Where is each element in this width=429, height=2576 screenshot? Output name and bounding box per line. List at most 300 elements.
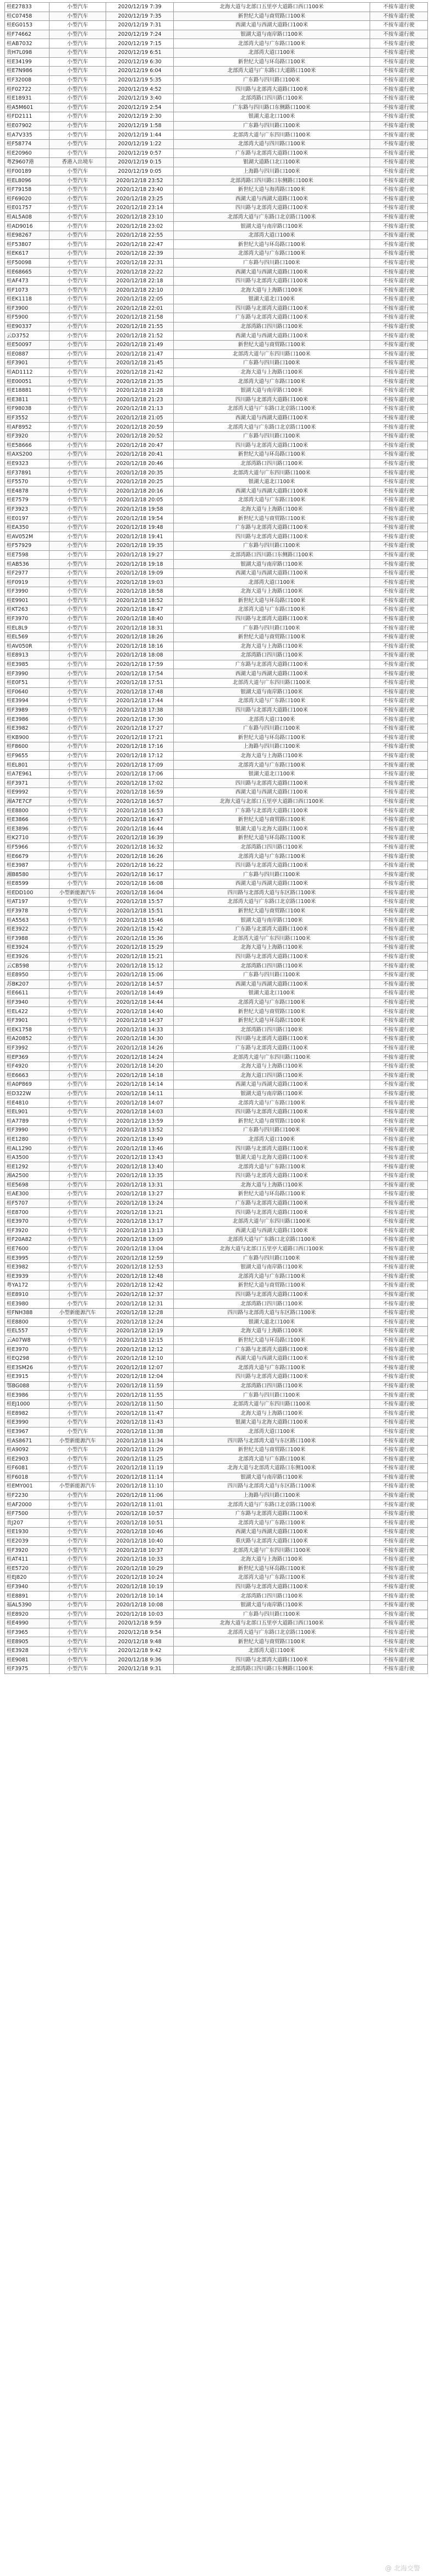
table-row bbox=[5, 1162, 428, 1172]
time-cell: 2020/12/18 16:39 bbox=[106, 834, 174, 843]
table-row bbox=[5, 258, 428, 267]
table-row bbox=[5, 870, 428, 879]
plate-cell: 桂E8599 bbox=[5, 879, 50, 889]
plate-cell: 桂F3992 bbox=[5, 1043, 50, 1053]
plate-cell: 桂E3924 bbox=[5, 943, 50, 953]
plate-cell: 桂E8950 bbox=[5, 970, 50, 980]
violation-cell: 不按车道行驶 bbox=[370, 1062, 428, 1071]
time-cell: 2020/12/18 13:27 bbox=[106, 1190, 174, 1199]
violation-cell: 不按车道行驶 bbox=[370, 1363, 428, 1372]
table-row bbox=[5, 1582, 428, 1591]
location-cell: 新世纪大道与商贸路口100米 bbox=[174, 1637, 370, 1647]
table-row bbox=[5, 167, 428, 176]
location-cell: 北部湾路口四川路口100米 bbox=[174, 651, 370, 660]
vehicle-type-cell: 小型汽车 bbox=[50, 231, 106, 240]
vehicle-type-cell: 小型汽车 bbox=[50, 139, 106, 149]
vehicle-type-cell: 小型汽车 bbox=[50, 12, 106, 21]
violation-cell: 不按车道行驶 bbox=[370, 276, 428, 286]
violation-cell: 不按车道行驶 bbox=[370, 1071, 428, 1080]
violation-cell: 不按车道行驶 bbox=[370, 861, 428, 870]
violation-cell: 不按车道行驶 bbox=[370, 1628, 428, 1637]
time-cell: 2020/12/19 7:24 bbox=[106, 30, 174, 39]
time-cell: 2020/12/19 2:54 bbox=[106, 103, 174, 112]
time-cell: 2020/12/18 20:35 bbox=[106, 468, 174, 478]
location-cell: 新世纪大道与商贸路口100米 bbox=[174, 1007, 370, 1016]
vehicle-type-cell: 小型汽车 bbox=[50, 30, 106, 39]
plate-cell: 桂AL5A08 bbox=[5, 212, 50, 222]
table-row bbox=[5, 30, 428, 39]
violation-cell: 不按车道行驶 bbox=[370, 824, 428, 834]
vehicle-type-cell: 小型汽车 bbox=[50, 1354, 106, 1363]
time-cell: 2020/12/18 13:52 bbox=[106, 1126, 174, 1135]
table-row bbox=[5, 1244, 428, 1254]
table-row bbox=[5, 1665, 428, 1674]
time-cell: 2020/12/19 0:05 bbox=[106, 167, 174, 176]
location-cell: 北部湾大道与广东路口100米 bbox=[174, 1162, 370, 1172]
plate-cell: 桂E3922 bbox=[5, 925, 50, 934]
table-row bbox=[5, 1281, 428, 1290]
table-row bbox=[5, 1308, 428, 1317]
location-cell: 银湖大道与南岸路口100米 bbox=[174, 386, 370, 395]
vehicle-type-cell: 小型汽车 bbox=[50, 687, 106, 697]
plate-cell: 桂F0919 bbox=[5, 578, 50, 587]
time-cell: 2020/12/18 13:59 bbox=[106, 1117, 174, 1126]
violation-cell: 不按车道行驶 bbox=[370, 121, 428, 130]
time-cell: 2020/12/18 20:52 bbox=[106, 431, 174, 441]
table-row bbox=[5, 550, 428, 560]
time-cell: 2020/12/18 11:25 bbox=[106, 1454, 174, 1464]
violation-cell: 不按车道行驶 bbox=[370, 359, 428, 368]
vehicle-type-cell: 小型汽车 bbox=[50, 1536, 106, 1546]
location-cell: 银湖大道北口100米 bbox=[174, 477, 370, 486]
table-row bbox=[5, 121, 428, 130]
table-row bbox=[5, 751, 428, 761]
violation-cell: 不按车道行驶 bbox=[370, 1564, 428, 1573]
vehicle-type-cell: 小型汽车 bbox=[50, 1491, 106, 1500]
vehicle-type-cell: 小型汽车 bbox=[50, 167, 106, 176]
plate-cell: 桂AXS200 bbox=[5, 450, 50, 460]
violation-cell: 不按车道行驶 bbox=[370, 715, 428, 724]
table-row bbox=[5, 1637, 428, 1647]
plate-cell: 桂F3988 bbox=[5, 934, 50, 943]
vehicle-type-cell: 小型汽车 bbox=[50, 514, 106, 523]
table-row bbox=[5, 879, 428, 889]
plate-cell: 桂E8982 bbox=[5, 1409, 50, 1418]
time-cell: 2020/12/18 11:55 bbox=[106, 1391, 174, 1400]
plate-cell: 桂EJ820 bbox=[5, 1573, 50, 1583]
plate-cell: 桂FNH388 bbox=[5, 1308, 50, 1317]
violation-cell: 不按车道行驶 bbox=[370, 286, 428, 295]
location-cell: 北海大道与北部口五里亭大道路口西口100米 bbox=[174, 1244, 370, 1254]
vehicle-type-cell: 小型汽车 bbox=[50, 1345, 106, 1354]
time-cell: 2020/12/18 13:04 bbox=[106, 1244, 174, 1254]
time-cell: 2020/12/18 15:12 bbox=[106, 961, 174, 971]
time-cell: 2020/12/18 15:57 bbox=[106, 898, 174, 907]
vehicle-type-cell: 小型汽车 bbox=[50, 313, 106, 322]
vehicle-type-cell: 小型汽车 bbox=[50, 413, 106, 423]
violation-cell: 不按车道行驶 bbox=[370, 48, 428, 57]
table-row bbox=[5, 970, 428, 980]
vehicle-type-cell: 小型汽车 bbox=[50, 368, 106, 377]
time-cell: 2020/12/18 13:17 bbox=[106, 1217, 174, 1226]
table-row bbox=[5, 916, 428, 925]
vehicle-type-cell: 小型汽车 bbox=[50, 67, 106, 76]
time-cell: 2020/12/18 23:02 bbox=[106, 222, 174, 231]
violation-cell: 不按车道行驶 bbox=[370, 413, 428, 423]
time-cell: 2020/12/18 17:06 bbox=[106, 769, 174, 779]
location-cell: 广东路与四川路口100米 bbox=[174, 359, 370, 368]
violation-cell: 不按车道行驶 bbox=[370, 989, 428, 998]
violation-cell: 不按车道行驶 bbox=[370, 1500, 428, 1509]
time-cell: 2020/12/18 20:46 bbox=[106, 459, 174, 468]
plate-cell: 桂AE300 bbox=[5, 1190, 50, 1199]
time-cell: 2020/12/18 17:44 bbox=[106, 697, 174, 706]
violation-cell: 不按车道行驶 bbox=[370, 423, 428, 432]
table-row bbox=[5, 624, 428, 633]
plate-cell: 桂EA350 bbox=[5, 523, 50, 532]
table-row bbox=[5, 1628, 428, 1637]
location-cell: 新世纪大道与商贸路口100米 bbox=[174, 1445, 370, 1454]
plate-cell: 桂K2710 bbox=[5, 834, 50, 843]
vehicle-type-cell: 小型汽车 bbox=[50, 486, 106, 496]
location-cell: 银湖大道与南岸路口100米 bbox=[174, 1262, 370, 1272]
violation-cell: 不按车道行驶 bbox=[370, 642, 428, 651]
vehicle-type-cell: 小型汽车 bbox=[50, 624, 106, 633]
time-cell: 2020/12/18 13:09 bbox=[106, 1235, 174, 1245]
violation-cell: 不按车道行驶 bbox=[370, 1464, 428, 1473]
violation-cell: 不按车道行驶 bbox=[370, 1436, 428, 1446]
table-row bbox=[5, 1172, 428, 1181]
violation-cell: 不按车道行驶 bbox=[370, 961, 428, 971]
table-row bbox=[5, 505, 428, 514]
location-cell: 银湖大道与南岸路口100米 bbox=[174, 1473, 370, 1482]
time-cell: 2020/12/18 20:59 bbox=[106, 423, 174, 432]
plate-cell: 桂E3987 bbox=[5, 861, 50, 870]
plate-cell: 桂EK617 bbox=[5, 249, 50, 259]
violation-cell: 不按车道行驶 bbox=[370, 1391, 428, 1400]
table-row bbox=[5, 1016, 428, 1025]
time-cell: 2020/12/18 16:57 bbox=[106, 797, 174, 806]
time-cell: 2020/12/18 13:13 bbox=[106, 1226, 174, 1235]
vehicle-type-cell: 小型汽车 bbox=[50, 1299, 106, 1309]
table-row bbox=[5, 450, 428, 460]
vehicle-type-cell: 小型汽车 bbox=[50, 1080, 106, 1090]
vehicle-type-cell: 小型汽车 bbox=[50, 632, 106, 642]
table-row bbox=[5, 185, 428, 194]
location-cell: 北部湾路口四川路口100米 bbox=[174, 459, 370, 468]
vehicle-type-cell: 小型汽车 bbox=[50, 596, 106, 605]
table-row bbox=[5, 1536, 428, 1546]
plate-cell: 桂D322W bbox=[5, 1089, 50, 1098]
location-cell: 西湖大道与西湖大道路口100米 bbox=[174, 1226, 370, 1235]
location-cell: 北部湾路口四川路口东侧路口100米 bbox=[174, 550, 370, 560]
table-row bbox=[5, 1053, 428, 1062]
time-cell: 2020/12/18 18:47 bbox=[106, 605, 174, 615]
table-row bbox=[5, 313, 428, 322]
time-cell: 2020/12/19 3:40 bbox=[106, 94, 174, 103]
time-cell: 2020/12/18 23:14 bbox=[106, 204, 174, 213]
violation-cell: 不按车道行驶 bbox=[370, 1025, 428, 1035]
violation-cell: 不按车道行驶 bbox=[370, 368, 428, 377]
table-row bbox=[5, 514, 428, 523]
violation-cell: 不按车道行驶 bbox=[370, 1254, 428, 1263]
location-cell: 银湖大道与北海大道路口100米 bbox=[174, 1153, 370, 1162]
table-row bbox=[5, 1345, 428, 1354]
violation-cell: 不按车道行驶 bbox=[370, 788, 428, 797]
violation-cell: 不按车道行驶 bbox=[370, 1089, 428, 1098]
table-row bbox=[5, 852, 428, 861]
plate-cell: 桂E6679 bbox=[5, 852, 50, 861]
vehicle-type-cell: 小型汽车 bbox=[50, 642, 106, 651]
table-row bbox=[5, 85, 428, 94]
location-cell: 北部湾大道与广东四川路口100米 bbox=[174, 934, 370, 943]
vehicle-type-cell: 小型汽车 bbox=[50, 970, 106, 980]
location-cell: 北海大道与上海路口100米 bbox=[174, 1180, 370, 1190]
plate-cell: 粤YA172 bbox=[5, 1281, 50, 1290]
vehicle-type-cell: 小型汽车 bbox=[50, 57, 106, 67]
violation-cell: 不按车道行驶 bbox=[370, 331, 428, 341]
time-cell: 2020/12/19 6:30 bbox=[106, 57, 174, 67]
location-cell: 新世纪大道与环岛路口100米 bbox=[174, 1190, 370, 1199]
plate-cell: 桂E4878 bbox=[5, 486, 50, 496]
table-row bbox=[5, 906, 428, 916]
vehicle-type-cell: 小型汽车 bbox=[50, 1637, 106, 1647]
vehicle-type-cell: 小型汽车 bbox=[50, 925, 106, 934]
time-cell: 2020/12/19 6:04 bbox=[106, 67, 174, 76]
time-cell: 2020/12/18 12:59 bbox=[106, 1254, 174, 1263]
violation-cell: 不按车道行驶 bbox=[370, 980, 428, 989]
violation-cell: 不按车道行驶 bbox=[370, 1190, 428, 1199]
table-row bbox=[5, 1573, 428, 1583]
vehicle-type-cell: 小型汽车 bbox=[50, 1610, 106, 1619]
location-cell: 北部湾大道口100米 bbox=[174, 1427, 370, 1436]
table-row bbox=[5, 1381, 428, 1391]
vehicle-type-cell: 小型汽车 bbox=[50, 204, 106, 213]
plate-cell: 桂F5900 bbox=[5, 313, 50, 322]
table-row bbox=[5, 1208, 428, 1217]
plate-cell: 桂F74662 bbox=[5, 30, 50, 39]
plate-cell: 桂EL8096 bbox=[5, 176, 50, 185]
plate-cell: 桂E3926 bbox=[5, 952, 50, 961]
vehicle-type-cell: 小型汽车 bbox=[50, 1409, 106, 1418]
table-row bbox=[5, 176, 428, 185]
vehicle-type-cell: 小型汽车 bbox=[50, 1646, 106, 1655]
violation-cell: 不按车道行驶 bbox=[370, 568, 428, 578]
location-cell: 北部湾大道与广东路口100米 bbox=[174, 605, 370, 615]
violation-cell: 不按车道行驶 bbox=[370, 67, 428, 76]
location-cell: 西湖大道与西湖大道路口100米 bbox=[174, 413, 370, 423]
location-cell: 北海大道与北部湾大道路口东侧100米 bbox=[174, 1464, 370, 1473]
time-cell: 2020/12/18 19:35 bbox=[106, 542, 174, 551]
table-row bbox=[5, 1299, 428, 1309]
vehicle-type-cell: 小型汽车 bbox=[50, 1208, 106, 1217]
table-row bbox=[5, 1372, 428, 1382]
table-row bbox=[5, 733, 428, 742]
vehicle-type-cell: 小型汽车 bbox=[50, 496, 106, 505]
violation-cell: 不按车道行驶 bbox=[370, 1053, 428, 1062]
table-row bbox=[5, 103, 428, 112]
time-cell: 2020/12/18 13:24 bbox=[106, 1199, 174, 1208]
vehicle-type-cell: 小型汽车 bbox=[50, 1089, 106, 1098]
time-cell: 2020/12/18 20:05 bbox=[106, 496, 174, 505]
time-cell: 2020/12/18 11:43 bbox=[106, 1418, 174, 1428]
vehicle-type-cell: 小型汽车 bbox=[50, 1665, 106, 1674]
vehicle-type-cell: 小型新能源汽车 bbox=[50, 1308, 106, 1317]
vehicle-type-cell: 小型汽车 bbox=[50, 1445, 106, 1454]
watermark: @ 北海交警 bbox=[385, 2564, 420, 2572]
vehicle-type-cell: 小型汽车 bbox=[50, 1226, 106, 1235]
vehicle-type-cell: 小型汽车 bbox=[50, 1135, 106, 1144]
violation-cell: 不按车道行驶 bbox=[370, 249, 428, 259]
time-cell: 2020/12/19 1:58 bbox=[106, 121, 174, 130]
plate-cell: 桂E0F51 bbox=[5, 678, 50, 687]
location-cell: 北部湾路口四川路口100米 bbox=[174, 1591, 370, 1601]
violation-cell: 不按车道行驶 bbox=[370, 523, 428, 532]
plate-cell: 桂A7E961 bbox=[5, 769, 50, 779]
location-cell: 北部湾大道与广东路口北京路口100米 bbox=[174, 212, 370, 222]
violation-cell: 不按车道行驶 bbox=[370, 1591, 428, 1601]
vehicle-type-cell: 小型汽车 bbox=[50, 843, 106, 852]
violation-cell: 不按车道行驶 bbox=[370, 1546, 428, 1555]
location-cell: 广东路与北部湾大道路口100米 bbox=[174, 1199, 370, 1208]
time-cell: 2020/12/18 10:40 bbox=[106, 1536, 174, 1546]
violation-cell: 不按车道行驶 bbox=[370, 158, 428, 167]
vehicle-type-cell: 小型汽车 bbox=[50, 85, 106, 94]
table-row bbox=[5, 1144, 428, 1153]
violation-cell: 不按车道行驶 bbox=[370, 888, 428, 898]
vehicle-type-cell: 小型汽车 bbox=[50, 1035, 106, 1044]
vehicle-type-cell: 小型汽车 bbox=[50, 386, 106, 395]
time-cell: 2020/12/18 18:16 bbox=[106, 642, 174, 651]
table-row bbox=[5, 267, 428, 277]
vehicle-type-cell: 小型汽车 bbox=[50, 1107, 106, 1117]
time-cell: 2020/12/18 21:42 bbox=[106, 368, 174, 377]
violation-cell: 不按车道行驶 bbox=[370, 532, 428, 542]
location-cell: 广东路与四川路口100米 bbox=[174, 1254, 370, 1263]
time-cell: 2020/12/18 13:21 bbox=[106, 1208, 174, 1217]
violation-cell: 不按车道行驶 bbox=[370, 1180, 428, 1190]
time-cell: 2020/12/18 11:34 bbox=[106, 1436, 174, 1446]
violation-cell: 不按车道行驶 bbox=[370, 167, 428, 176]
time-cell: 2020/12/18 11:19 bbox=[106, 1464, 174, 1473]
vehicle-type-cell: 小型汽车 bbox=[50, 1372, 106, 1382]
table-row bbox=[5, 222, 428, 231]
time-cell: 2020/12/18 21:49 bbox=[106, 340, 174, 349]
location-cell: 四川路与北部湾大道与东区路口100米 bbox=[174, 1308, 370, 1317]
vehicle-type-cell: 小型汽车 bbox=[50, 1290, 106, 1299]
location-cell: 银湖大道北口100米 bbox=[174, 989, 370, 998]
table-row bbox=[5, 834, 428, 843]
violation-cell: 不按车道行驶 bbox=[370, 267, 428, 277]
time-cell: 2020/12/18 15:29 bbox=[106, 943, 174, 953]
table-row bbox=[5, 532, 428, 542]
time-cell: 2020/12/19 0:57 bbox=[106, 149, 174, 158]
vehicle-type-cell: 小型汽车 bbox=[50, 1464, 106, 1473]
vehicle-type-cell: 小型汽车 bbox=[50, 1317, 106, 1327]
table-row bbox=[5, 423, 428, 432]
plate-cell: 桂EDD100 bbox=[5, 888, 50, 898]
table-row bbox=[5, 204, 428, 213]
violation-cell: 不按车道行驶 bbox=[370, 1043, 428, 1053]
location-cell: 西湖大道与西湖大道路口100米 bbox=[174, 568, 370, 578]
vehicle-type-cell: 小型汽车 bbox=[50, 1272, 106, 1281]
time-cell: 2020/12/18 17:21 bbox=[106, 733, 174, 742]
violation-cell: 不按车道行驶 bbox=[370, 212, 428, 222]
table-row bbox=[5, 687, 428, 697]
location-cell: 北部湾大道与广东路口100米 bbox=[174, 761, 370, 770]
time-cell: 2020/12/18 23:52 bbox=[106, 176, 174, 185]
violation-cell: 不按车道行驶 bbox=[370, 1126, 428, 1135]
vehicle-type-cell: 小型汽车 bbox=[50, 715, 106, 724]
plate-cell: 桂AT197 bbox=[5, 898, 50, 907]
violation-cell: 不按车道行驶 bbox=[370, 578, 428, 587]
table-row bbox=[5, 542, 428, 551]
table-row bbox=[5, 824, 428, 834]
table-row bbox=[5, 404, 428, 414]
time-cell: 2020/12/18 14:44 bbox=[106, 998, 174, 1007]
time-cell: 2020/12/18 19:54 bbox=[106, 514, 174, 523]
violation-cell: 不按车道行驶 bbox=[370, 660, 428, 669]
vehicle-type-cell: 小型汽车 bbox=[50, 1254, 106, 1263]
plate-cell: 桂F4920 bbox=[5, 1062, 50, 1071]
time-cell: 2020/12/18 21:55 bbox=[106, 322, 174, 331]
plate-cell: 桂E9992 bbox=[5, 788, 50, 797]
violation-cell: 不按车道行驶 bbox=[370, 632, 428, 642]
violation-cell: 不按车道行驶 bbox=[370, 1117, 428, 1126]
location-cell: 新世纪大道与环岛路口100米 bbox=[174, 596, 370, 605]
location-cell: 西湖大道与西湖大道路口100米 bbox=[174, 980, 370, 989]
location-cell: 四川路与北部湾大道路口100米 bbox=[174, 532, 370, 542]
violation-cell: 不按车道行驶 bbox=[370, 85, 428, 94]
time-cell: 2020/12/18 14:30 bbox=[106, 1035, 174, 1044]
table-row bbox=[5, 998, 428, 1007]
time-cell: 2020/12/18 11:38 bbox=[106, 1427, 174, 1436]
violation-cell: 不按车道行驶 bbox=[370, 1573, 428, 1583]
table-row bbox=[5, 249, 428, 259]
time-cell: 2020/12/18 21:47 bbox=[106, 349, 174, 359]
location-cell: 北部湾大道与广东路口北京路口100米 bbox=[174, 1628, 370, 1637]
table-row bbox=[5, 1436, 428, 1446]
table-row bbox=[5, 139, 428, 149]
table-row bbox=[5, 295, 428, 304]
violation-cell: 不按车道行驶 bbox=[370, 852, 428, 861]
table-row bbox=[5, 377, 428, 386]
table-row bbox=[5, 898, 428, 907]
plate-cell: 桂AB7032 bbox=[5, 39, 50, 48]
vehicle-type-cell: 小型汽车 bbox=[50, 21, 106, 30]
table-row bbox=[5, 788, 428, 797]
violation-cell: 不按车道行驶 bbox=[370, 1345, 428, 1354]
vehicle-type-cell: 小型汽车 bbox=[50, 130, 106, 140]
vehicle-type-cell: 小型汽车 bbox=[50, 861, 106, 870]
plate-cell: 桂EL569 bbox=[5, 632, 50, 642]
time-cell: 2020/12/18 11:29 bbox=[106, 1445, 174, 1454]
plate-cell: 桂EK1118 bbox=[5, 295, 50, 304]
location-cell: 广东路与四川路口100米 bbox=[174, 542, 370, 551]
vehicle-type-cell: 小型汽车 bbox=[50, 1162, 106, 1172]
location-cell: 银湖大道与南岸路口100米 bbox=[174, 30, 370, 39]
plate-cell: 桂E3915 bbox=[5, 1372, 50, 1382]
location-cell: 北部湾大道口100米 bbox=[174, 715, 370, 724]
plate-cell: 湘A7E7CF bbox=[5, 797, 50, 806]
time-cell: 2020/12/18 14:18 bbox=[106, 1071, 174, 1080]
time-cell: 2020/12/19 1:44 bbox=[106, 130, 174, 140]
plate-cell: 桂E1280 bbox=[5, 1135, 50, 1144]
location-cell: 北部湾大道与广东四川路口100米 bbox=[174, 1217, 370, 1226]
vehicle-type-cell: 小型汽车 bbox=[50, 212, 106, 222]
location-cell: 上海路与四川路口100米 bbox=[174, 167, 370, 176]
location-cell: 北海大道与上海路口100米 bbox=[174, 286, 370, 295]
